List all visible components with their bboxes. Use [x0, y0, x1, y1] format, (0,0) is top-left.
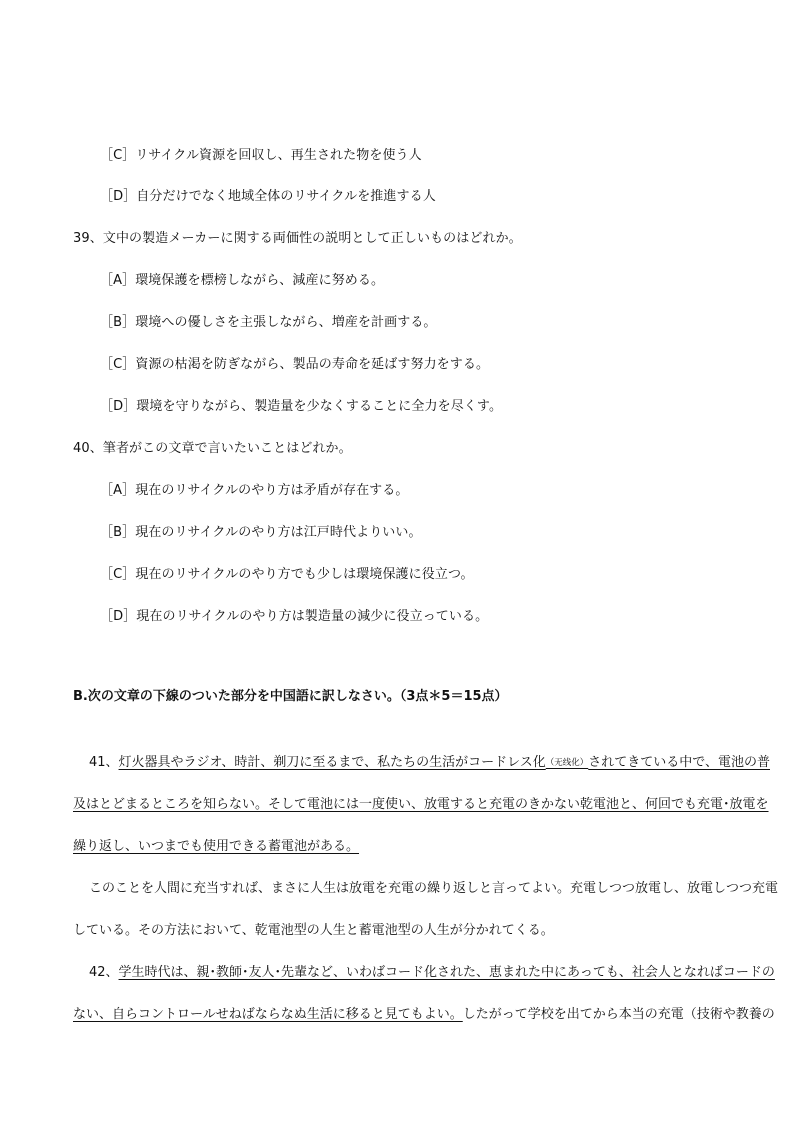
passage-42-line-2 [73, 1006, 775, 1024]
q40-option-d: ［D］現在のリサイクルのやり方は製造量の減少に役立っている。 [100, 609, 489, 624]
q42-number: 42、 [89, 965, 119, 980]
q39-option-c: ［C］資源の枯渇を防ぎながら、製品の寿命を延ばす努力をする。 [100, 357, 490, 372]
q41-underlined-text: 灯火器具やラジオ、時計、剃刀に至るまで、私たちの生活がコードレス化 [118, 755, 546, 770]
q39-option-a: ［A］環境保護を標榜しながら、減産に努める。 [100, 273, 385, 288]
passage-middle-line-1: このことを人間に充当すれば、まさに人生は放電を充電の繰り返しと言ってよい。充電しつつ放電し、放電しつつ充電 [89, 881, 779, 896]
q40-option-c: ［C］現在のリサイクルのやり方でも少しは環境保護に役立つ。 [100, 567, 474, 582]
passage-42-line-1 [73, 964, 775, 982]
q42-underlined-line-2: ない、自らコントロールせねばならなぬ生活に移ると見てもよい。 [73, 1007, 463, 1022]
q42-underlined-text: 学生時代は、親･教師･友人･先輩など、いわばコード化された、恵まれた中にあっても、社会人となればコードの [118, 965, 775, 980]
passage-middle-line-2: している。その方法において、乾電池型の人生と蓄電池型の人生が分かれてくる。 [73, 923, 554, 938]
section-b-title: B.次の文章の下線のついた部分を中国語に訳しなさい。（3点＊5＝15点） [73, 689, 508, 704]
q42-following-text: したがって学校を出てから本当の充電（技術や教養の [462, 1007, 775, 1022]
q39-question: 39、文中の製造メーカーに関する両価性の説明として正しいものはどれか。 [73, 231, 522, 246]
q41-underlined-line-3: 繰り返し、いつまでも使用できる蓄電池がある。 [73, 839, 360, 854]
q41-underlined-text-cont: されてきている中で、電池の普 [588, 755, 770, 770]
q40-question: 40、筆者がこの文章で言いたいことはどれか。 [73, 441, 352, 456]
q39-option-b: ［B］環境への優しさを主張しながら、増産を計画する。 [100, 315, 437, 330]
q39-option-d: ［D］環境を守りながら、製造量を少なくすることに全力を尽くす。 [100, 399, 503, 414]
passage-41-line-3 [73, 838, 728, 856]
q41-annotation: （无线化） [545, 758, 589, 768]
q41-number: 41、 [89, 755, 119, 770]
q38-option-d: ［D］自分だけでなく地域全体のリサイクルを推進する人 [100, 189, 436, 204]
q41-underlined-line-2: 及はとどまるところを知らない。そして電池には一度使い、放電すると充電のきかない乾電池と、何回でも充電･放電を [73, 797, 769, 812]
passage-41-line-1 [73, 754, 770, 772]
q40-option-a: ［A］現在のリサイクルのやり方は矛盾が存在する。 [100, 483, 409, 498]
q40-option-b: ［B］現在のリサイクルのやり方は江戸時代よりいい。 [100, 525, 422, 540]
passage-41-line-2 [73, 796, 769, 814]
q38-option-c: ［C］リサイクル資源を回収し、再生された物を使う人 [100, 148, 422, 163]
